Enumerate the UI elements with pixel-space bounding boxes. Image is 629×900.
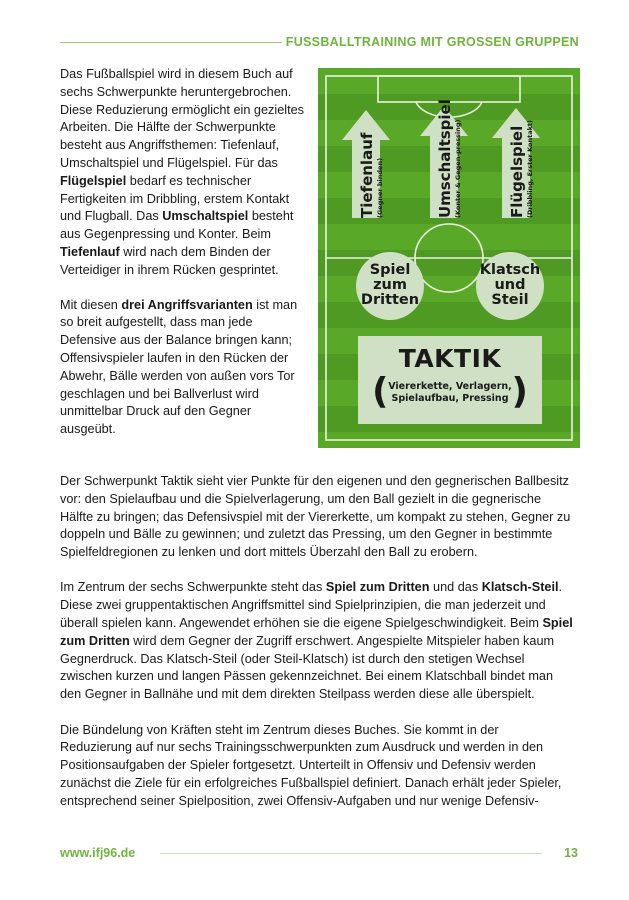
bold-term: Umschaltspiel [162,209,249,224]
training-focus-graphic [318,68,580,448]
taktik-title: TAKTIK [398,344,502,373]
arrow-sublabel-umschaltspiel: (Konter & Gegen-pressing) [454,119,462,218]
taktik-subtitle-wrap [358,371,542,413]
footer-url[interactable]: www.ifj96.de [60,846,136,860]
bold-term: Klatsch-Steil [481,580,559,595]
text-run: Mit diesen [60,297,122,312]
text-run: ist man so breit aufgestellt, dass man jede Defensive aus der Balance bringen kann; Offensivspieler laufen in den Rücken der Abwehr, Bälle werden von außen vors Tor geschlagen und bei Ballverlust wird unmittelbar Druck auf den Gegner ausgeübt. [60,297,298,437]
arrow-label-tiefenlauf: Tiefenlauf [358,132,376,218]
text-run: bedarf es technischer Fertigkeiten im Dribbling, erstem Kontakt und Flugball. Das [60,173,290,224]
bold-term: Spiel zum Dritten [325,580,430,595]
text-run: Im Zentrum der sechs Schwerpunkte steht das [60,580,326,595]
text-run: besteht aus Gegenpressing und Konter. Beim [60,209,294,242]
intro-paragraph-1 [60,66,310,280]
arrow-label-fluegelspiel: Flügelspiel [508,125,526,218]
header-rule [60,42,282,43]
arrow-label-umschaltspiel: Umschaltspiel [436,99,454,218]
body-paragraph-buendelung [60,722,574,811]
text-run: wird dem Gegner der Zugriff erschwert. Angespielte Mitspieler haben kaum Gegnerdruck. Das Klatsch-Steil (oder Steil-Klatsch) ist durch den stetigen Wechsel zwischen kurzen und langen Pässen gekennzeichnet. Bei einem Klatschball bindet man den Gegner in Ballnähe und mit dem direkten Steilpass werden diese alle überspielt. [60,633,555,702]
taktik-box [358,336,542,424]
arrow-sublabel-tiefenlauf: (Gegner binden) [376,157,384,218]
text-run: und das [429,580,482,595]
body-paragraph-taktik [60,473,574,562]
text-run: Die Bündelung von Kräften steht im Zentrum dieses Buches. Sie kommt in der Reduzierung auf nur sechs Trainingsschwerpunkten zum Ausdruck und werden in den Positionsaufgaben der Spieler fortgesetzt. Unterteilt in Offensiv und Defensiv werden zunächst die Ziele für ein erfolgreiches Fußballspiel definiert. Danach erhält jeder Spieler, entsprechend seiner Spielposition, zwei Offensiv-Aufgaben und nur wenige Defensiv- [60,722,562,808]
bold-term: Flügelspiel [60,173,127,188]
taktik-subtitle: Viererkette, Verlagern, Spielaufbau, Pressing [388,381,512,404]
circle-label-klatsch-und-steil: Klatsch und Steil [479,262,541,308]
body-paragraph-zentrum [60,579,574,704]
circle-label-spiel-zum-dritten: Spiel zum Dritten [360,262,420,308]
text-run: . Diese zwei gruppentaktischen Angriffsmittel sind Spielprinzipien, die man jederzeit und überall spielen kann. Angewendet erhöhen sie die eigene Spielgeschwindigkeit. Beim [60,580,563,631]
text-run: Das Fußballspiel wird in diesem Buch auf sechs Schwerpunkte heruntergebrochen. Diese Reduzierung ermöglicht ein gezieltes Arbeiten. Die Hälfte der Schwerpunkte besteht aus Angriffsthemen: Tiefenlauf, Umschaltspiel und Flügelspiel. Für das [60,67,305,170]
paren-close: ) [511,371,528,412]
body-text [60,473,574,828]
arrow-sublabel-fluegelspiel: (Dribbling, Erster Kontakt) [526,120,534,218]
paren-open: ( [372,371,389,412]
text-run: wird nach dem Binden der Verteidiger in ihrem Rücken gesprintet. [60,244,279,277]
bold-term: Tiefenlauf [60,244,120,259]
text-run: Der Schwerpunkt Taktik sieht vier Punkte für den eigenen und den gegnerischen Ballbesitz vor: den Spielaufbau und die Spielverlagerung, um den Ball gezielt in die gegnerische Hälfte zu bringen; das Defensivspiel mit der Viererkette, um kompakt zu stehen, Gegner zu doppeln und Bälle zu gewinnen; und zuletzt das Pressing, um den Gegner in bestimmte Spielfeldregionen zu lenken und dort mittels Überzahl den Ball zu erobern. [60,474,571,560]
bold-term: Spiel zum Dritten [60,616,573,648]
footer-rule [160,853,542,854]
bold-term: drei Angriffsvarianten [121,297,253,312]
intro-text [60,66,310,456]
running-header: FUSSBALLTRAINING MIT GROSSEN GRUPPEN [285,35,579,49]
page-number: 13 [564,846,578,860]
intro-paragraph-2 [60,297,310,439]
